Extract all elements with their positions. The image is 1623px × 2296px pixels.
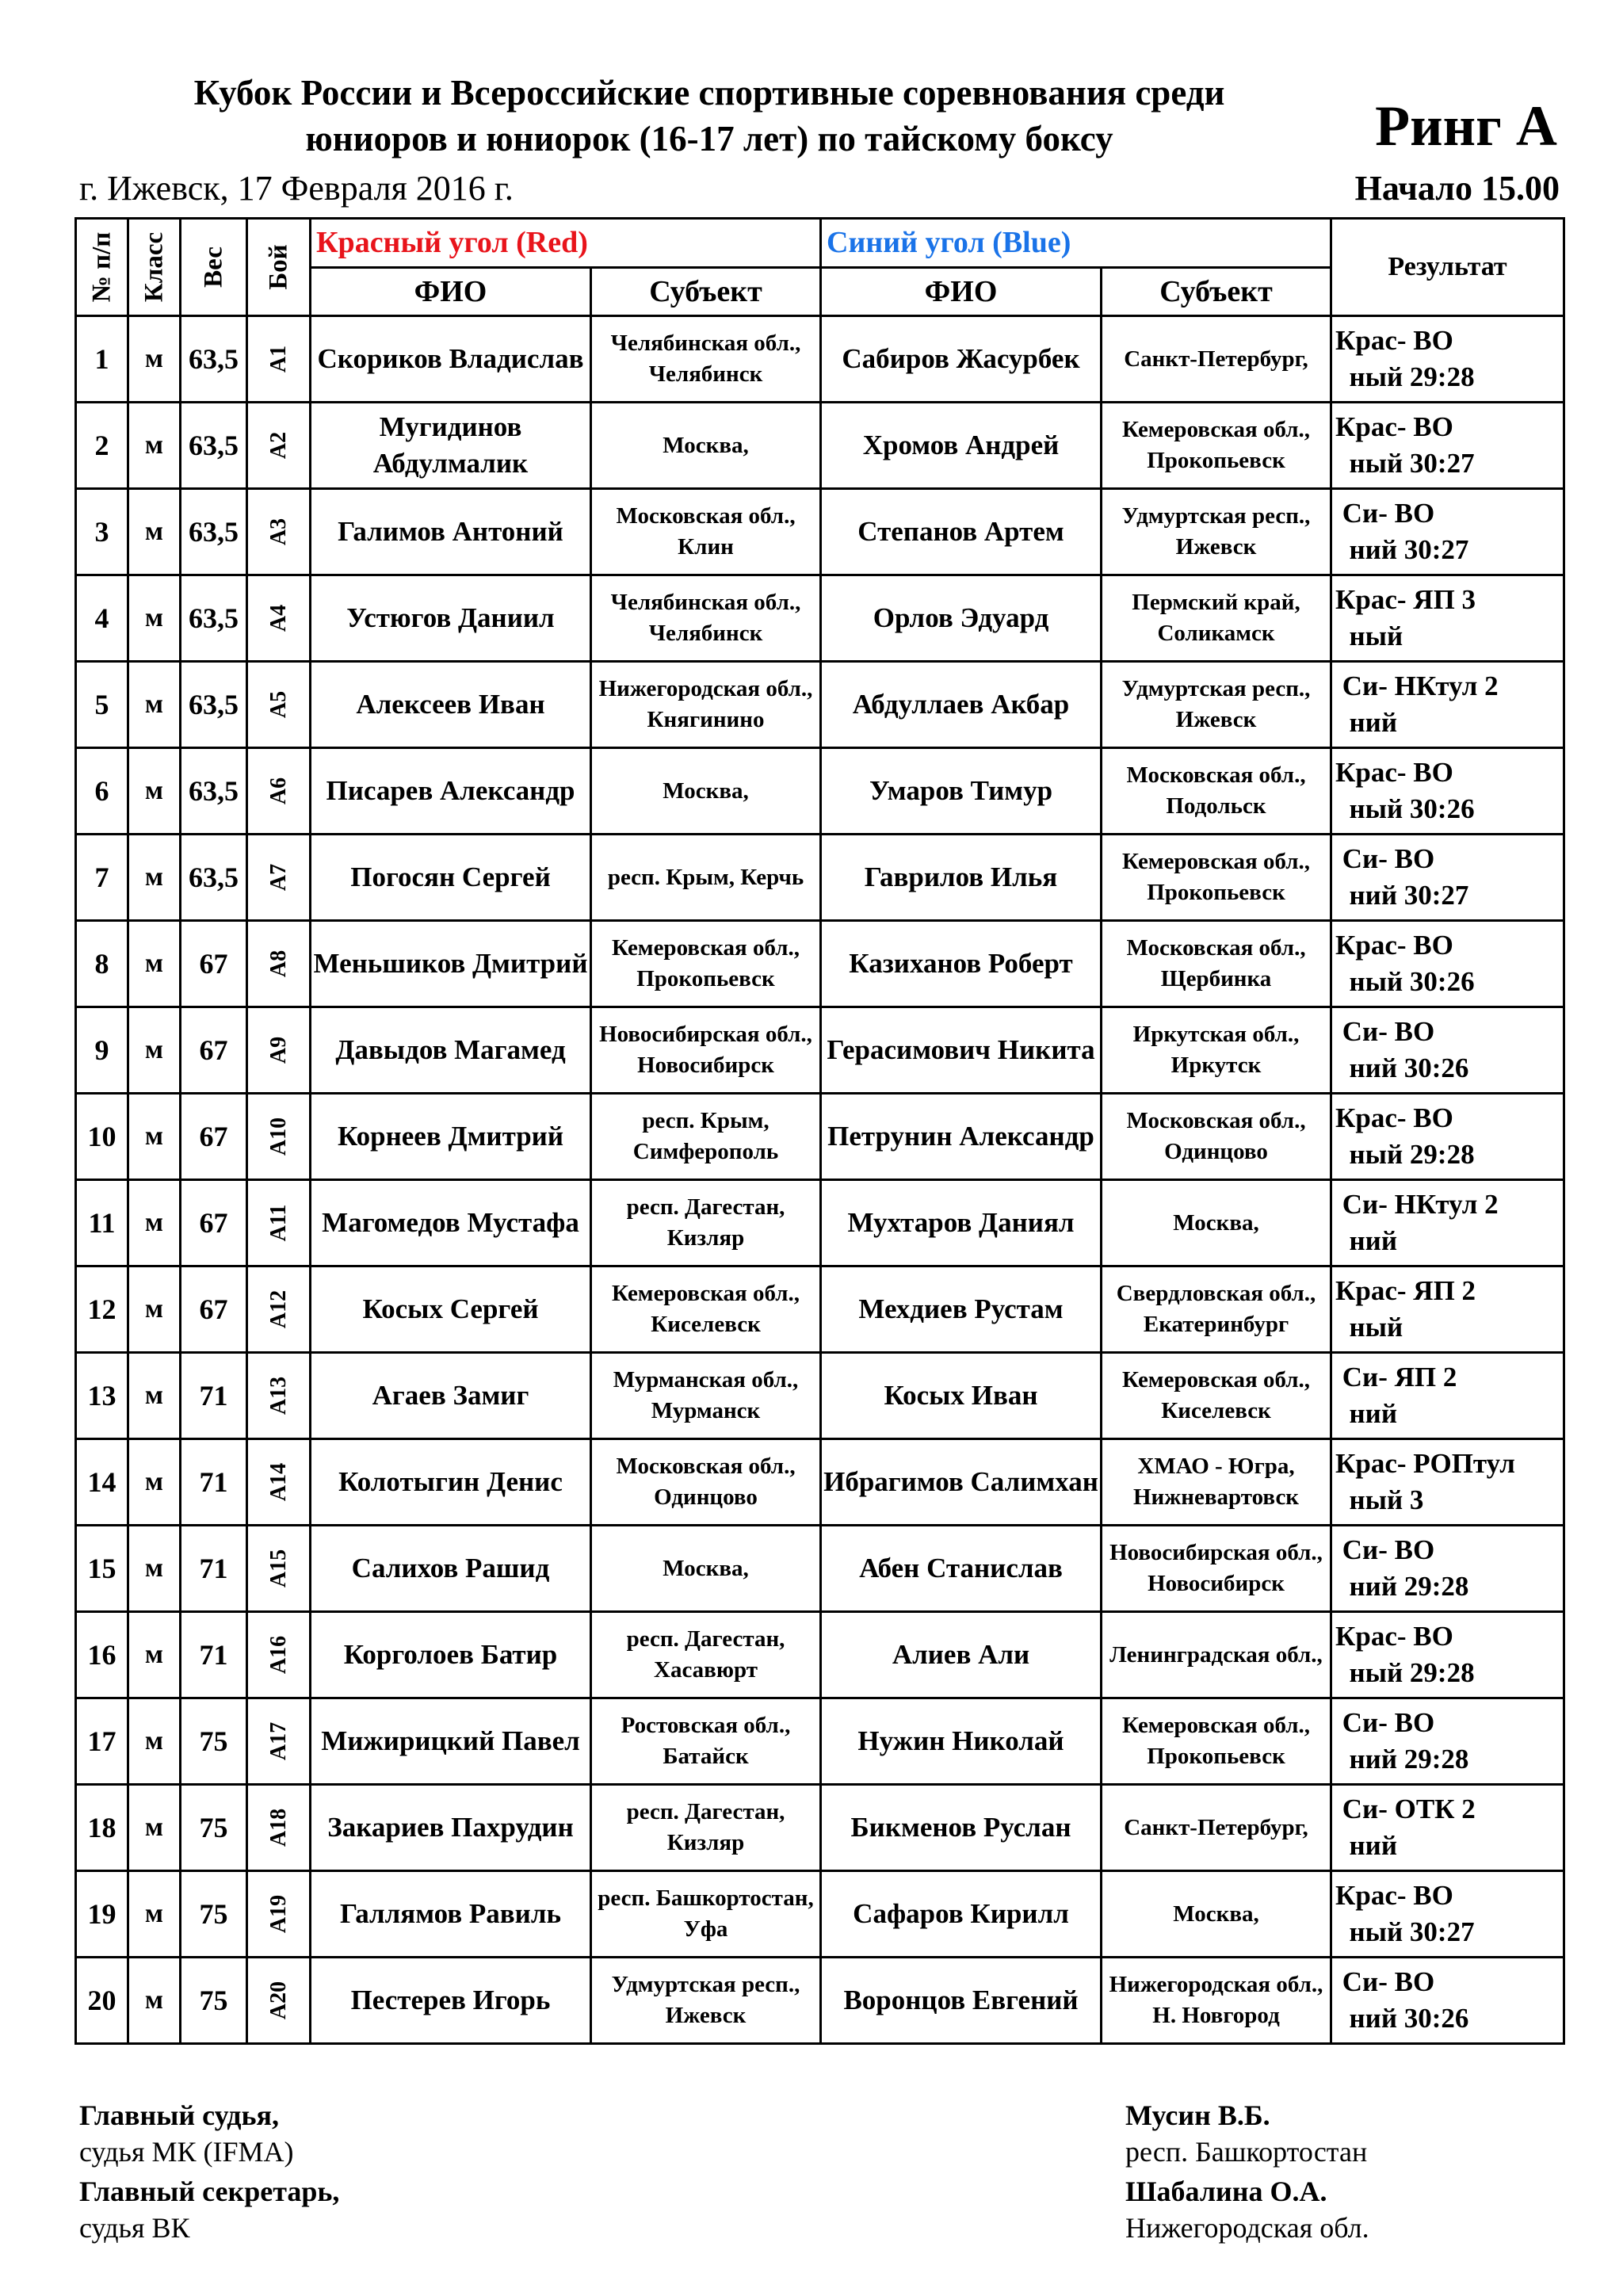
blue-fighter-name: Нужин Николай (821, 1698, 1102, 1785)
red-fighter-name: Закариев Пахрудин (311, 1785, 591, 1871)
red-fighter-subject: Челябинская обл., Челябинск (591, 316, 821, 403)
result-line-2: ный 29:28 (1335, 1139, 1475, 1170)
result-line-2: ний 30:26 (1335, 2003, 1469, 2034)
row-class: м (128, 748, 181, 835)
result-line-1: Си- ВО (1335, 1016, 1435, 1047)
row-class: м (128, 1526, 181, 1612)
row-bout: А6 (247, 748, 311, 835)
result-line-1: Крас- ВО (1335, 1102, 1453, 1133)
blue-fighter-subject: Москва, (1102, 1871, 1331, 1958)
red-fighter-subject: респ. Крым, Керчь (591, 835, 821, 921)
result-line-1: Крас- ВО (1335, 411, 1453, 442)
table-row (76, 1871, 1564, 1958)
row-bout: А15 (247, 1526, 311, 1612)
table-row (76, 1958, 1564, 2044)
row-weight: 71 (181, 1353, 247, 1439)
red-fighter-name: Погосян Сергей (311, 835, 591, 921)
blue-fighter-name: Косых Иван (821, 1353, 1102, 1439)
red-fighter-name: Пестерев Игорь (311, 1958, 591, 2044)
row-number: 12 (76, 1266, 128, 1353)
bout-result (1331, 1785, 1564, 1871)
red-fighter-subject: респ. Дагестан, Хасавюрт (591, 1612, 821, 1698)
header-result: Результат (1331, 219, 1564, 316)
row-weight: 63,5 (181, 748, 247, 835)
row-bout: А12 (247, 1266, 311, 1353)
blue-fighter-subject: Санкт-Петербург, (1102, 1785, 1331, 1871)
blue-fighter-name: Абдуллаев Акбар (821, 662, 1102, 748)
row-class: м (128, 316, 181, 403)
result-line-1: Крас- ЯП 2 (1335, 1275, 1476, 1306)
table-row (76, 1526, 1564, 1612)
row-class: м (128, 1007, 181, 1094)
result-line-1: Крас- РОПтул (1335, 1448, 1515, 1479)
header-red-fio: ФИО (311, 267, 591, 316)
row-number: 2 (76, 403, 128, 489)
blue-fighter-subject: Удмуртская респ., Ижевск (1102, 662, 1331, 748)
red-fighter-subject: респ. Дагестан, Кизляр (591, 1180, 821, 1266)
result-line-1: Си- ВО (1335, 1707, 1435, 1738)
row-bout: А16 (247, 1612, 311, 1698)
table-row (76, 1094, 1564, 1180)
blue-fighter-subject: Московская обл., Подольск (1102, 748, 1331, 835)
row-number: 8 (76, 921, 128, 1007)
row-class: м (128, 1266, 181, 1353)
row-number: 17 (76, 1698, 128, 1785)
bout-result (1331, 1612, 1564, 1698)
row-class: м (128, 1612, 181, 1698)
row-number: 20 (76, 1958, 128, 2044)
red-fighter-subject: Удмуртская респ., Ижевск (591, 1958, 821, 2044)
blue-fighter-subject: Нижегородская обл., Н. Новгород (1102, 1958, 1331, 2044)
header-red-subject: Субъект (591, 267, 821, 316)
row-bout: А9 (247, 1007, 311, 1094)
row-number: 11 (76, 1180, 128, 1266)
row-bout: А20 (247, 1958, 311, 2044)
row-number: 16 (76, 1612, 128, 1698)
row-class: м (128, 1698, 181, 1785)
row-weight: 67 (181, 1180, 247, 1266)
blue-fighter-name: Гаврилов Илья (821, 835, 1102, 921)
red-fighter-name: Давыдов Магамед (311, 1007, 591, 1094)
blue-fighter-subject: Свердловская обл., Екатеринбург (1102, 1266, 1331, 1353)
blue-fighter-subject: Пермский край, Соликамск (1102, 575, 1331, 662)
red-fighter-subject: Нижегородская обл., Княгинино (591, 662, 821, 748)
row-weight: 75 (181, 1958, 247, 2044)
result-line-1: Крас- ВО (1335, 325, 1453, 356)
result-line-1: Си- ЯП 2 (1335, 1362, 1457, 1392)
bout-result (1331, 1526, 1564, 1612)
result-line-1: Си- ВО (1335, 498, 1435, 529)
red-fighter-subject: Мурманская обл., Мурманск (591, 1353, 821, 1439)
red-fighter-subject: респ. Дагестан, Кизляр (591, 1785, 821, 1871)
blue-fighter-subject: Москва, (1102, 1180, 1331, 1266)
blue-fighter-name: Умаров Тимур (821, 748, 1102, 835)
blue-fighter-name: Сабиров Жасурбек (821, 316, 1102, 403)
red-fighter-name: Агаев Замиг (311, 1353, 591, 1439)
row-bout: А18 (247, 1785, 311, 1871)
blue-fighter-name: Ибрагимов Салимхан (821, 1439, 1102, 1526)
row-class: м (128, 921, 181, 1007)
result-line-1: Си- ВО (1335, 1534, 1435, 1565)
table-row (76, 835, 1564, 921)
red-fighter-name: Колотыгин Денис (311, 1439, 591, 1526)
row-class: м (128, 1439, 181, 1526)
ring-label: Ринг А (1375, 94, 1557, 158)
bout-result (1331, 575, 1564, 662)
row-bout: А3 (247, 489, 311, 575)
red-fighter-name: Скориков Владислав (311, 316, 591, 403)
table-row (76, 575, 1564, 662)
row-class: м (128, 403, 181, 489)
red-fighter-name: Корголоев Батир (311, 1612, 591, 1698)
row-class: м (128, 662, 181, 748)
result-line-2: ный 3 (1335, 1484, 1424, 1515)
result-line-1: Си- ОТК 2 (1335, 1794, 1476, 1824)
result-line-2: ний (1335, 707, 1398, 738)
row-class: м (128, 1180, 181, 1266)
blue-fighter-subject: Московская обл., Одинцово (1102, 1094, 1331, 1180)
result-line-1: Си- НКтул 2 (1335, 670, 1499, 701)
result-line-2: ний 30:27 (1335, 880, 1469, 911)
header-blue-subject: Субъект (1102, 267, 1331, 316)
blue-fighter-subject: Кемеровская обл., Киселевск (1102, 1353, 1331, 1439)
red-fighter-name: Алексеев Иван (311, 662, 591, 748)
row-weight: 75 (181, 1785, 247, 1871)
table-row (76, 489, 1564, 575)
result-line-2: ный 30:26 (1335, 966, 1475, 997)
table-row (76, 662, 1564, 748)
red-fighter-name: Корнеев Дмитрий (311, 1094, 591, 1180)
row-number: 18 (76, 1785, 128, 1871)
result-line-1: Си- НКтул 2 (1335, 1189, 1499, 1220)
row-weight: 63,5 (181, 489, 247, 575)
chief-secretary-title: Главный секретарь, (79, 2176, 340, 2207)
chief-secretary-region: Нижегородская обл. (1125, 2212, 1369, 2244)
red-fighter-subject: Ростовская обл., Батайск (591, 1698, 821, 1785)
result-line-2: ний (1335, 1830, 1398, 1861)
header-bout: Бой (247, 219, 311, 316)
row-weight: 75 (181, 1698, 247, 1785)
header-weight: Вес (181, 219, 247, 316)
red-fighter-name: Писарев Александр (311, 748, 591, 835)
row-number: 4 (76, 575, 128, 662)
header-num: № п/п (76, 219, 128, 316)
red-fighter-name: Магомедов Мустафа (311, 1180, 591, 1266)
blue-fighter-subject: Новосибирская обл., Новосибирск (1102, 1526, 1331, 1612)
result-line-1: Крас- ВО (1335, 1880, 1453, 1911)
bout-result (1331, 1698, 1564, 1785)
blue-fighter-name: Сафаров Кирилл (821, 1871, 1102, 1958)
table-row (76, 403, 1564, 489)
bout-result (1331, 489, 1564, 575)
row-class: м (128, 1871, 181, 1958)
result-line-1: Крас- ВО (1335, 757, 1453, 788)
result-line-1: Крас- ЯП 3 (1335, 584, 1476, 615)
start-time: Начало 15.00 (1354, 169, 1560, 208)
red-fighter-subject: Московская обл., Клин (591, 489, 821, 575)
red-fighter-name: Мугидинов Абдулмалик (311, 403, 591, 489)
result-line-2: ний (1335, 1398, 1398, 1429)
blue-fighter-subject: Ленинградская обл., (1102, 1612, 1331, 1698)
blue-fighter-subject: ХМАО - Югра, Нижневартовск (1102, 1439, 1331, 1526)
table-row (76, 1266, 1564, 1353)
row-number: 7 (76, 835, 128, 921)
blue-fighter-name: Петрунин Александр (821, 1094, 1102, 1180)
row-bout: А8 (247, 921, 311, 1007)
place-date: г. Ижевск, 17 Февраля 2016 г. (79, 169, 514, 208)
bouts-table (74, 217, 1565, 2045)
bout-result (1331, 1871, 1564, 1958)
row-weight: 63,5 (181, 662, 247, 748)
row-number: 1 (76, 316, 128, 403)
table-row (76, 1007, 1564, 1094)
blue-fighter-name: Орлов Эдуард (821, 575, 1102, 662)
result-line-2: ный (1335, 621, 1403, 651)
row-number: 15 (76, 1526, 128, 1612)
red-fighter-subject: респ. Крым, Симферополь (591, 1094, 821, 1180)
table-row (76, 1698, 1564, 1785)
row-number: 13 (76, 1353, 128, 1439)
row-bout: А7 (247, 835, 311, 921)
blue-fighter-name: Хромов Андрей (821, 403, 1102, 489)
header-class: Класс (128, 219, 181, 316)
row-number: 3 (76, 489, 128, 575)
table-row (76, 921, 1564, 1007)
table-row (76, 316, 1564, 403)
result-line-2: ний (1335, 1225, 1398, 1256)
table-row (76, 1439, 1564, 1526)
bout-result (1331, 1094, 1564, 1180)
red-fighter-subject: Москва, (591, 1526, 821, 1612)
row-bout: А19 (247, 1871, 311, 1958)
bout-result (1331, 921, 1564, 1007)
row-bout: А14 (247, 1439, 311, 1526)
result-line-2: ный 30:27 (1335, 448, 1475, 479)
bouts-body (76, 316, 1564, 2044)
result-line-2: ный 30:26 (1335, 793, 1475, 824)
row-number: 14 (76, 1439, 128, 1526)
row-class: м (128, 489, 181, 575)
row-class: м (128, 1094, 181, 1180)
red-fighter-name: Салихов Рашид (311, 1526, 591, 1612)
blue-fighter-name: Степанов Артем (821, 489, 1102, 575)
bout-result (1331, 835, 1564, 921)
result-line-1: Си- ВО (1335, 843, 1435, 874)
red-fighter-subject: Челябинская обл., Челябинск (591, 575, 821, 662)
blue-fighter-name: Абен Станислав (821, 1526, 1102, 1612)
row-bout: А10 (247, 1094, 311, 1180)
result-line-2: ный 29:28 (1335, 361, 1475, 392)
table-row (76, 1785, 1564, 1871)
row-bout: А11 (247, 1180, 311, 1266)
result-line-2: ный (1335, 1312, 1403, 1343)
result-line-2: ний 30:27 (1335, 534, 1469, 565)
row-weight: 67 (181, 1094, 247, 1180)
chief-judge-rank: судья МК (IFMA) (79, 2136, 294, 2168)
row-class: м (128, 1785, 181, 1871)
blue-fighter-name: Мухтаров Даниял (821, 1180, 1102, 1266)
bout-result (1331, 662, 1564, 748)
blue-fighter-subject: Кемеровская обл., Прокопьевск (1102, 1698, 1331, 1785)
blue-fighter-subject: Удмуртская респ., Ижевск (1102, 489, 1331, 575)
result-line-2: ний 29:28 (1335, 1571, 1469, 1602)
row-weight: 71 (181, 1612, 247, 1698)
red-fighter-name: Косых Сергей (311, 1266, 591, 1353)
row-bout: А17 (247, 1698, 311, 1785)
row-bout: А5 (247, 662, 311, 748)
blue-fighter-name: Мехдиев Рустам (821, 1266, 1102, 1353)
bout-result (1331, 1958, 1564, 2044)
chief-secretary-rank: судья ВК (79, 2212, 190, 2244)
title-line-2: юниоров и юниорок (16-17 лет) по тайскому боксу (305, 119, 1113, 159)
result-line-2: ний 30:26 (1335, 1052, 1469, 1083)
header-blue-fio: ФИО (821, 267, 1102, 316)
blue-fighter-name: Алиев Али (821, 1612, 1102, 1698)
row-weight: 67 (181, 1266, 247, 1353)
chief-judge-name: Мусин В.Б. (1125, 2099, 1270, 2131)
row-number: 10 (76, 1094, 128, 1180)
blue-fighter-subject: Санкт-Петербург, (1102, 316, 1331, 403)
row-bout: А2 (247, 403, 311, 489)
red-fighter-subject: Новосибирская обл., Новосибирск (591, 1007, 821, 1094)
table-row (76, 748, 1564, 835)
red-fighter-subject: Москва, (591, 403, 821, 489)
red-fighter-subject: Московская обл., Одинцово (591, 1439, 821, 1526)
red-fighter-name: Устюгов Даниил (311, 575, 591, 662)
header-blue-corner: Синий угол (Blue) (821, 219, 1331, 268)
bout-result (1331, 1439, 1564, 1526)
row-weight: 75 (181, 1871, 247, 1958)
result-line-1: Крас- ВО (1335, 930, 1453, 961)
row-number: 19 (76, 1871, 128, 1958)
row-number: 9 (76, 1007, 128, 1094)
row-weight: 67 (181, 1007, 247, 1094)
row-bout: А1 (247, 316, 311, 403)
row-weight: 63,5 (181, 575, 247, 662)
chief-judge-title: Главный судья, (79, 2099, 280, 2131)
bout-result (1331, 1007, 1564, 1094)
table-row (76, 1353, 1564, 1439)
blue-fighter-name: Воронцов Евгений (821, 1958, 1102, 2044)
row-number: 6 (76, 748, 128, 835)
red-fighter-name: Меньшиков Дмитрий (311, 921, 591, 1007)
table-row (76, 1612, 1564, 1698)
bout-result (1331, 1353, 1564, 1439)
row-weight: 63,5 (181, 316, 247, 403)
bout-result (1331, 1266, 1564, 1353)
header-red-corner: Красный угол (Red) (311, 219, 821, 268)
red-fighter-subject: Москва, (591, 748, 821, 835)
red-fighter-name: Галлямов Равиль (311, 1871, 591, 1958)
red-fighter-subject: респ. Башкортостан, Уфа (591, 1871, 821, 1958)
bout-result (1331, 316, 1564, 403)
blue-fighter-subject: Иркутская обл., Иркутск (1102, 1007, 1331, 1094)
document-title (0, 70, 1419, 162)
row-class: м (128, 835, 181, 921)
blue-fighter-subject: Московская обл., Щербинка (1102, 921, 1331, 1007)
red-fighter-name: Галимов Антоний (311, 489, 591, 575)
row-weight: 63,5 (181, 403, 247, 489)
row-class: м (128, 575, 181, 662)
bout-result (1331, 403, 1564, 489)
row-bout: А4 (247, 575, 311, 662)
chief-secretary-name: Шабалина О.А. (1125, 2176, 1327, 2207)
red-fighter-subject: Кемеровская обл., Киселевск (591, 1266, 821, 1353)
bout-result (1331, 1180, 1564, 1266)
result-line-2: ный 29:28 (1335, 1657, 1475, 1688)
row-weight: 71 (181, 1439, 247, 1526)
table-row (76, 1180, 1564, 1266)
red-fighter-subject: Кемеровская обл., Прокопьевск (591, 921, 821, 1007)
result-line-1: Си- ВО (1335, 1966, 1435, 1997)
row-bout: А13 (247, 1353, 311, 1439)
red-fighter-name: Мижирицкий Павел (311, 1698, 591, 1785)
result-line-1: Крас- ВО (1335, 1621, 1453, 1652)
blue-fighter-subject: Кемеровская обл., Прокопьевск (1102, 835, 1331, 921)
result-line-2: ний 29:28 (1335, 1744, 1469, 1775)
result-line-2: ный 30:27 (1335, 1916, 1475, 1947)
bout-result (1331, 748, 1564, 835)
row-weight: 71 (181, 1526, 247, 1612)
blue-fighter-subject: Кемеровская обл., Прокопьевск (1102, 403, 1331, 489)
title-line-1: Кубок России и Всероссийские спортивные соревнования среди (193, 73, 1225, 113)
blue-fighter-name: Казиханов Роберт (821, 921, 1102, 1007)
blue-fighter-name: Герасимович Никита (821, 1007, 1102, 1094)
row-number: 5 (76, 662, 128, 748)
row-class: м (128, 1353, 181, 1439)
row-weight: 63,5 (181, 835, 247, 921)
blue-fighter-name: Бикменов Руслан (821, 1785, 1102, 1871)
row-class: м (128, 1958, 181, 2044)
chief-judge-region: респ. Башкортостан (1125, 2136, 1368, 2168)
row-weight: 67 (181, 921, 247, 1007)
